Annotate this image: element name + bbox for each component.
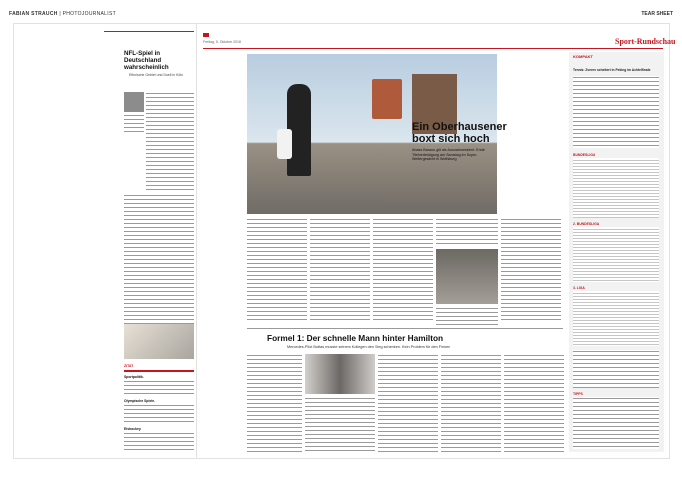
portrait-photo [124,92,144,112]
boxer-towel [277,129,292,159]
logo-mark [203,33,209,37]
story-col-1 [247,218,307,323]
left-page [14,24,198,458]
brief-2-title: Olympische Spiele. [124,399,156,403]
header-rule [104,31,194,32]
section-title: Sport-Rundschau [615,37,676,46]
f1-headline: Formel 1: Der schnelle Mann hinter Hamilton [267,333,444,343]
f1-col-1 [247,354,302,452]
table1-label: BUNDESLIGA [573,153,596,157]
f1-col-5 [504,354,564,452]
f1-col-2 [305,397,375,452]
story-col-3 [373,218,433,323]
left-headline: NFL-Spiel in Deutschland wahrscheinlich [124,50,169,71]
table2 [573,227,659,282]
left-text-col-b [124,114,144,134]
tipps-text [573,397,659,449]
story-col-2 [310,218,370,323]
left-text-col-c [124,194,194,324]
tear-sheet-label: TEAR SHEET [641,11,673,17]
brief-2-text [124,404,194,424]
brief-1-title: Sportpolitik. [124,375,144,379]
table3 [573,291,659,346]
f1-rule [247,328,563,329]
kompakt-label: KOMPAKT [573,54,593,59]
section-rule [203,48,663,49]
ring-photo [436,249,498,304]
story-col-4-bottom [436,307,498,325]
f1-col-3 [378,354,438,452]
tower-shape [372,79,402,119]
main-deck: Abass Baraou gilt als Ausnahmetalent. Erste Titelverteidigung am Samstag im Super-Weltergewicht in Wolfsburg [412,148,485,162]
kompakt-brief-title: Tennis: Zverev scheitert in Peking im Achtelfinale [573,68,651,72]
right-page [197,24,676,458]
date-line: Freitag, 5. Oktober 2018 [203,40,241,44]
brief-3-text [124,432,194,452]
kompakt-text [573,76,659,148]
table1 [573,158,659,218]
brief-1-text [124,380,194,396]
results-text [573,350,659,388]
drivers-photo [305,354,375,394]
story-col-4-top [436,218,498,246]
table3-label: 3. LIGA [573,286,585,290]
f1-col-4 [441,354,501,452]
main-headline: Ein Oberhausener boxt sich hoch [412,122,507,145]
stadium-photo [124,324,194,359]
brief-3-title: Eishockey. [124,427,142,431]
tipps-label: TIPPS [573,392,583,396]
briefs-kicker: ZITAT [124,364,134,368]
f1-deck: Mercedes-Pilot Bottas musste seinem Kollegen den Sieg schenken. Kein Problem für den Finnen [287,345,451,349]
story-col-5 [501,218,561,323]
photographer-credit: FABIAN STRAUCH | PHOTOJOURNALIST [9,11,116,17]
left-text-col-a [146,92,194,192]
left-subhead: Ethnische Gebiet und Duell in Köln [129,73,184,77]
briefs-rule [124,370,194,372]
table2-label: 2. BUNDESLIGA [573,222,600,226]
